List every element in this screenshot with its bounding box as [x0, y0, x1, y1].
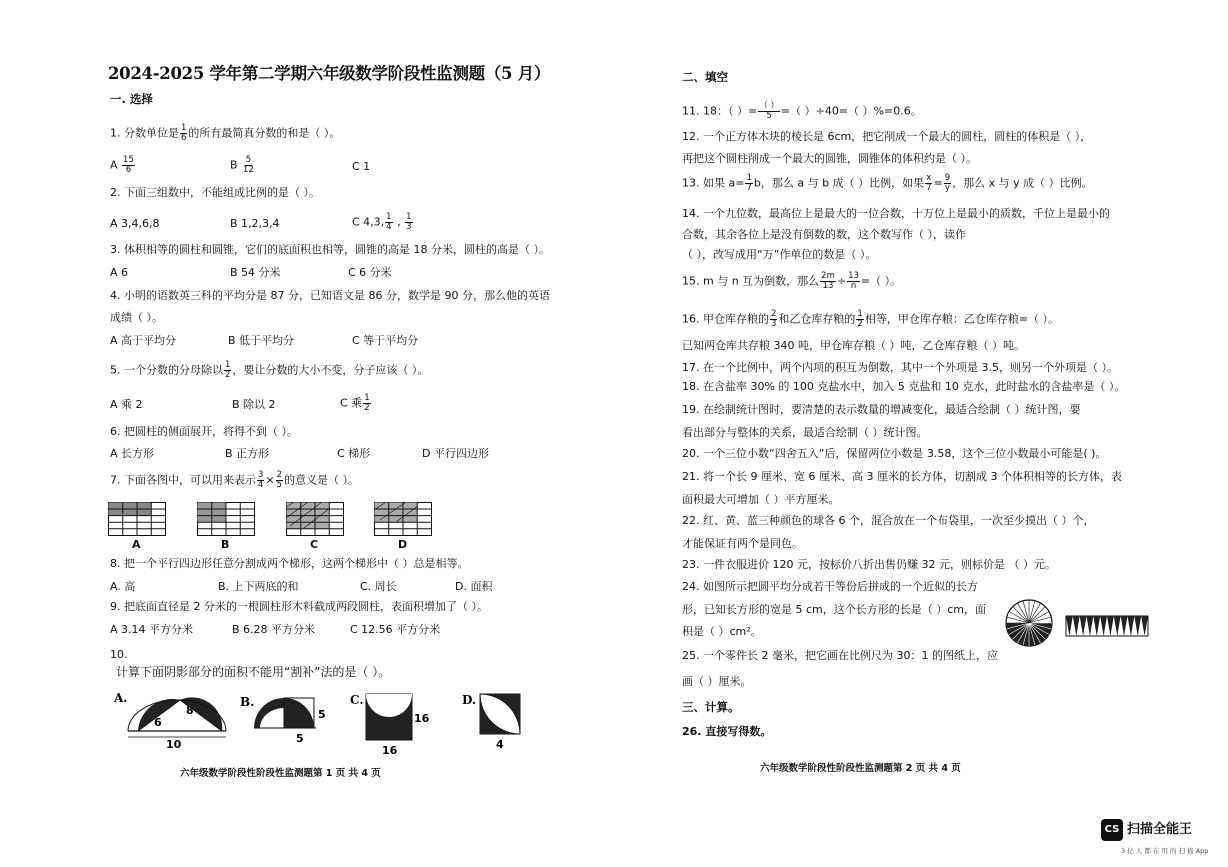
q10-b-num-1: 5 — [318, 708, 326, 721]
question-21-line1: 21. 将一个长 9 厘米、宽 6 厘米、高 3 厘米的长方体，切割成 3 个体积相等的长方体，表 — [682, 470, 1122, 483]
q6-option-c: C 梯形 — [337, 447, 371, 460]
question-25-line2: 画（ ）厘米。 — [682, 675, 752, 688]
q10-b-num-2: 5 — [296, 732, 304, 745]
q9-option-b: B 6.28 平方分米 — [232, 623, 316, 636]
section-calc-heading: 三、计算。 — [682, 700, 740, 714]
question-5 — [110, 361, 428, 380]
q7-post: 的意义是（ ）。 — [284, 473, 360, 487]
q9-option-c: C 12.56 平方分米 — [350, 623, 441, 636]
q10-figure-c — [350, 686, 440, 760]
question-25-line1: 25. 一个零件长 2 毫米，把它画在比例尺为 30：1 的图纸上，应 — [682, 649, 998, 662]
q4-option-a: A 高于平均分 — [110, 334, 177, 347]
q2-c-f2-den: 3 — [406, 222, 412, 232]
q10-a-num-2: 8 — [186, 704, 194, 717]
q5-pre: 5. 一个分数的分母除以 — [110, 363, 223, 377]
q4-option-c: C 等于平均分 — [352, 334, 419, 347]
q16-post: 相等，甲仓库存粮：乙仓库存粮=（ ）。 — [864, 312, 1060, 326]
q6-option-d: D 平行四边形 — [422, 447, 489, 460]
q1-a-num: 15 — [123, 155, 134, 165]
q8-option-b: B. 上下两底的和 — [218, 580, 299, 593]
q8-option-d: D. 面积 — [455, 580, 493, 593]
q10-a-label: A. — [114, 691, 128, 705]
q16-mid: 和乙仓库存粮的 — [778, 312, 856, 326]
q3-option-b: B 54 分米 — [230, 266, 281, 279]
question-9: 9. 把底面直径是 2 分米的一根圆柱形木料截成两段圆柱，表面积增加了（ ）。 — [110, 600, 488, 613]
q10-figure-d — [462, 686, 542, 756]
q7-figure-c — [286, 502, 344, 536]
q24-circle-figure — [1004, 598, 1054, 652]
q1-option-a — [110, 156, 136, 175]
q7-label-a: A — [132, 538, 141, 551]
q11-post: =（ ）÷40=（ ）%=0.6。 — [780, 104, 922, 118]
question-21-line2: 面积最大可增加（ ）平方厘米。 — [682, 493, 840, 506]
q2-option-b: B 1,2,3,4 — [230, 217, 280, 230]
question-10-number: 10. — [110, 648, 128, 661]
q1-text-pre: 1. 分数单位是 — [110, 126, 179, 140]
page-1-footer: 六年级数学阶段性阶段性监测题第 1 页 共 4 页 — [180, 768, 381, 779]
q1-a-den: 6 — [125, 165, 132, 175]
question-23: 23. 一件衣服进价 120 元，按标价八折出售仍赚 32 元，则标价是 （ ）元。 — [682, 558, 1056, 571]
q1-b-num: 5 — [245, 155, 252, 165]
question-12-line1: 12. 一个正方体木块的棱长是 6cm，把它削成一个最大的圆柱，圆柱的体积是（ ）， — [682, 130, 1092, 143]
q13-frac2 — [925, 174, 932, 193]
q2-option-a: A 3,4,6,8 — [110, 217, 160, 230]
q1-b-frac — [242, 156, 255, 175]
q2-c-f1-den: 4 — [386, 222, 392, 232]
watermark-tagline: 3 亿 人 都 在 用 的 扫 描 App — [1121, 847, 1209, 855]
q13-f1-num: 1 — [746, 173, 752, 183]
q13-f3-num: 9 — [944, 173, 951, 183]
q7-figure-b — [197, 502, 255, 536]
q10-a-num-1: 6 — [154, 716, 162, 729]
q13-f1-den: 7 — [746, 183, 752, 193]
question-17: 17. 在一个比例中，两个内项的积互为倒数，其中一个外项是 3.5，则另一个外项是（ ）。 — [682, 361, 1118, 374]
exam-title: 2024-2025 学年第二学期六年级数学阶段性监测题（5 月） — [108, 64, 551, 83]
q5-c-num: 1 — [364, 393, 370, 403]
q10-a-num-3: 10 — [166, 738, 182, 750]
question-22-line1: 22. 红、黄、蓝三种颜色的球各 6 个，混合放在一个布袋里，一次至少摸出（ ）个， — [682, 514, 1095, 527]
scanner-watermark — [1101, 815, 1211, 855]
q7-pre: 7. 下面各图中，可以用来表示 — [110, 473, 256, 487]
q24-rect-svg — [1064, 612, 1150, 642]
q5-c-den: 2 — [364, 403, 370, 413]
q2-c-frac1 — [385, 213, 392, 232]
q15-pre: 15. m 与 n 互为倒数，那么 — [682, 274, 820, 288]
q13-f2-num: x — [926, 173, 932, 183]
q13-frac1 — [745, 174, 752, 193]
q10-c-label: C. — [350, 693, 364, 707]
q16-pre: 16. 甲仓库存粮的 — [682, 312, 769, 326]
q5-option-a: A 乘 2 — [110, 398, 143, 411]
q7-frac2 — [276, 471, 283, 490]
q3-option-c: C 6 分米 — [348, 266, 392, 279]
q5-c-frac — [363, 394, 370, 413]
q1-frac-den: 6 — [181, 133, 187, 143]
question-16 — [682, 310, 1059, 329]
q7-figure-d — [374, 502, 432, 536]
question-26: 26. 直接写得数。 — [682, 725, 772, 738]
question-8: 8. 把一个平行四边形任意分割成两个梯形，这两个梯形中（ ）总是相等。 — [110, 557, 469, 570]
q13-post: ，那么 x 与 y 成（ ）比例。 — [952, 176, 1093, 190]
section-fill-heading: 二、填空 — [682, 70, 728, 84]
q2-c-f1-num: 1 — [386, 212, 392, 222]
q5-fraction — [224, 361, 231, 380]
camscanner-logo-icon: CS — [1101, 819, 1123, 841]
watermark-app-name: 扫描全能王 — [1127, 822, 1193, 837]
question-11 — [682, 102, 922, 121]
q13-f3-den: y — [944, 183, 950, 193]
page-2-footer: 六年级数学阶段性阶段性监测题第 2 页 共 4 页 — [760, 763, 961, 774]
section-choice-heading: 一. 选择 — [110, 92, 153, 106]
q1-option-c: C 1 — [352, 160, 371, 173]
question-13 — [682, 174, 1093, 193]
q7-frac1 — [257, 471, 264, 490]
question-12-line2: 再把这个圆柱削成一个最大的圆锥，圆锥体的体积约是（ ）。 — [682, 152, 977, 165]
q5-post: ，要让分数的大小不变，分子应该（ ）。 — [232, 363, 429, 377]
question-14-line3: （ ），改写成用“万”作单位的数是（ ）。 — [682, 248, 877, 261]
question-18: 18. 在含盐率 30% 的 100 克盐水中，加入 5 克盐和 10 克水，此时盐水的含盐率是（ ）。 — [682, 380, 1126, 393]
q24-rectangle-figure — [1064, 612, 1150, 646]
q1-fraction — [180, 124, 187, 143]
q11-num: （ ） — [759, 101, 779, 111]
question-1 — [110, 124, 340, 143]
q4-option-b: B 低于平均分 — [228, 334, 295, 347]
q15-frac2 — [847, 272, 860, 291]
question-22-line2: 才能保证有两个是同色。 — [682, 537, 803, 550]
q1-a-frac — [122, 156, 135, 175]
q13-frac3 — [944, 174, 951, 193]
question-2: 2. 下面三组数中，不能组成比例的是（ ）。 — [110, 186, 320, 199]
question-15 — [682, 272, 901, 291]
question-10: 计算下面阴影部分的面积不能用“割补”法的是（ ）。 — [116, 665, 391, 679]
q13-mid1: b，那么 a 与 b 成（ ）比例，如果 — [753, 176, 925, 190]
question-7 — [110, 471, 359, 490]
q10-b-label: B. — [240, 695, 255, 709]
question-4-line2: 成绩（ ）。 — [110, 311, 163, 324]
q7-label-d: D — [398, 538, 408, 551]
q5-option-b: B 除以 2 — [232, 398, 276, 411]
q15-mid: ÷ — [836, 274, 847, 288]
q2-c-f2-num: 1 — [406, 212, 412, 222]
q16-f1-num: 2 — [771, 309, 777, 319]
q10-d-label: D. — [462, 693, 477, 707]
q16-frac1 — [770, 310, 777, 329]
question-24-line2: 形，已知长方形的宽是 5 cm，这个长方形的长是（ ）cm，面 — [682, 603, 987, 616]
q7-label-b: B — [221, 538, 230, 551]
q2-c-frac2 — [405, 213, 412, 232]
q2-c-pre: C 4,3, — [352, 215, 385, 229]
q24-circle-svg — [1004, 598, 1054, 648]
q5-den: 2 — [225, 370, 231, 380]
question-14-line1: 14. 一个九位数，最高位上是最大的一位合数，十万位上是最小的质数，千位上是最小的 — [682, 207, 1110, 220]
q16-f2-den: 2 — [857, 319, 863, 329]
q6-option-b: B 正方形 — [225, 447, 270, 460]
q1-option-b — [230, 156, 256, 175]
q3-option-a: A 6 — [110, 266, 129, 279]
q10-c-num-1: 16 — [414, 712, 430, 725]
q16-frac2 — [856, 310, 863, 329]
question-19-line2: 看出部分与整体的关系，最适合绘制（ ）统计图。 — [682, 426, 928, 439]
q8-option-a: A. 高 — [110, 580, 136, 593]
q7-f1-num: 3 — [258, 470, 264, 480]
q5-option-c — [340, 394, 372, 413]
q1-text-post: 的所有最简真分数的和是（ ）。 — [188, 126, 341, 140]
q1-b-label: B — [230, 158, 238, 172]
q13-f2-den: 7 — [926, 183, 932, 193]
q9-option-a: A 3.14 平方分米 — [110, 623, 194, 636]
question-24-line3: 积是（ ）cm²。 — [682, 625, 762, 638]
q5-c-pre: C 乘 — [340, 396, 363, 410]
q1-b-den: 12 — [243, 165, 254, 175]
question-24-line1: 24. 如图所示把圆平均分成若干等份后拼成的一个近似的长方 — [682, 580, 978, 593]
q15-f2-den: n — [850, 281, 857, 291]
q7-times: × — [265, 473, 275, 487]
q11-den: 5 — [766, 111, 772, 121]
q13-mid2: = — [933, 176, 943, 190]
question-6: 6. 把圆柱的侧面展开，将得不到（ ）。 — [110, 425, 298, 438]
q16-f2-num: 1 — [857, 309, 863, 319]
q16-f1-den: 3 — [771, 319, 777, 329]
q10-d-num-1: 4 — [496, 738, 504, 751]
q7-label-c: C — [310, 538, 319, 551]
q15-frac1 — [820, 272, 836, 291]
question-19-line1: 19. 在绘制统计图时，要清楚的表示数量的增减变化，最适合绘制（ ）统计图，要 — [682, 403, 1081, 416]
question-4-line1: 4. 小明的语数英三科的平均分是 87 分，已知语文是 86 分，数学是 90 分，那么他的英语 — [110, 289, 550, 302]
q10-c-num-2: 16 — [382, 744, 398, 756]
q5-num: 1 — [225, 360, 231, 370]
question-16-line2: 已知两仓库共存粮 340 吨，甲仓库存粮（ ）吨，乙仓库存粮（ ）吨。 — [682, 339, 1025, 352]
q11-frac — [758, 102, 780, 121]
question-20: 20. 一个三位小数“四舍五入”后，保留两位小数是 3.58，这个三位小数最小可能是( )。 — [682, 447, 1107, 460]
q1-a-label: A — [110, 158, 118, 172]
q10-figure-a — [114, 684, 234, 754]
q11-pre: 11. 18：（ ）= — [682, 104, 758, 118]
q15-f1-den: 13 — [822, 281, 834, 291]
q6-option-a: A 长方形 — [110, 447, 155, 460]
q13-pre: 13. 如果 a= — [682, 176, 745, 190]
q7-f2-num: 2 — [276, 470, 283, 480]
q7-f1-den: 4 — [258, 480, 264, 490]
q15-post: =（ ）。 — [860, 274, 902, 288]
question-3: 3. 体积相等的圆柱和圆锥，它们的底面积也相等，圆锥的高是 18 分米，圆柱的高是（ ）。 — [110, 243, 550, 256]
question-14-line2: 合数，其余各位上是没有倒数的数，这个数写作（ ），读作 — [682, 228, 966, 241]
q8-option-c: C. 周长 — [360, 580, 397, 593]
q7-figure-a — [108, 502, 166, 536]
q15-f1-num: 2m — [821, 271, 835, 281]
q15-f2-num: 13 — [848, 271, 859, 281]
q2-option-c: C 4,3, $\frac{1}{4}$ , $\frac{1}{3}$ — [352, 212, 412, 232]
q1-frac-num: 1 — [181, 123, 187, 133]
q10-figure-b — [240, 686, 330, 750]
q7-f2-den: 5 — [276, 480, 283, 490]
